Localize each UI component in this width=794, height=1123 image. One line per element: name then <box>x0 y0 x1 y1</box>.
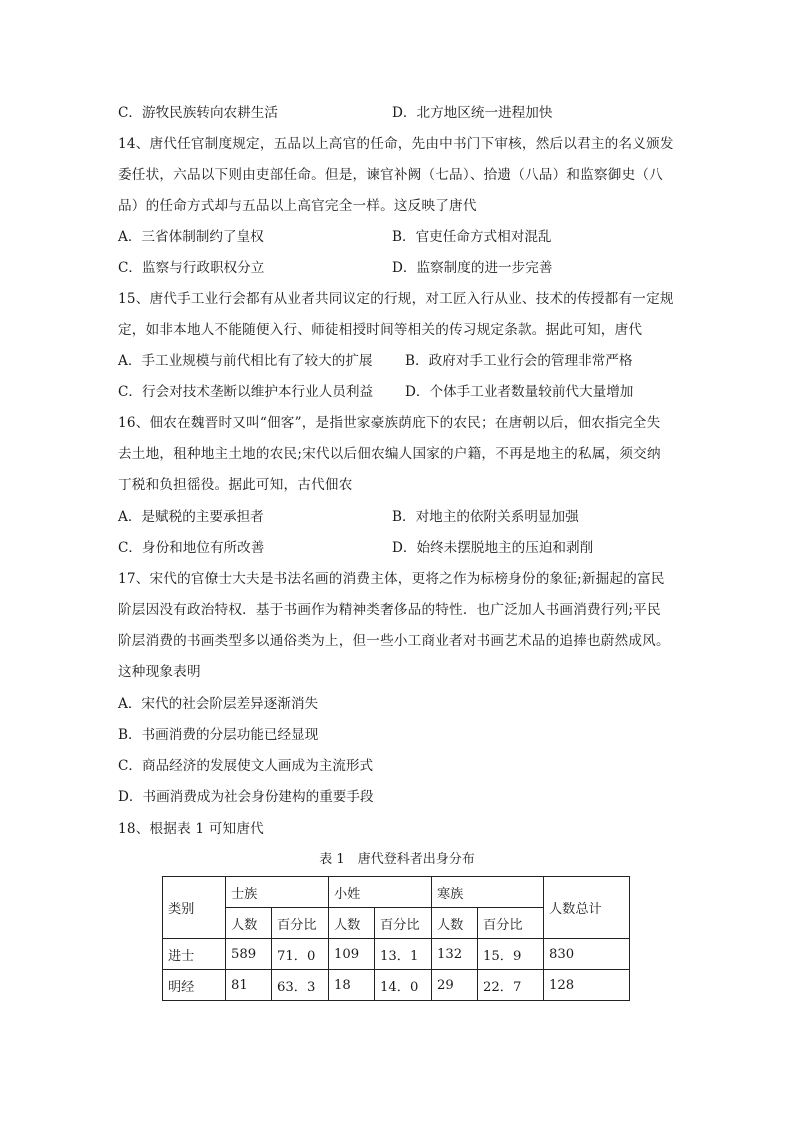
q13-option-c: C．游牧民族转向农耕生活 <box>118 105 278 121</box>
q17-option-c: C．商品经济的发展使文人画成为主流形式 <box>118 758 374 774</box>
table-cell: 18 <box>329 970 375 1001</box>
q16-stem-line-2: 去土地，租种地主土地的农民;宋代以后佃农编人国家的户籍，不再是地主的私属，须交纳 <box>118 446 661 462</box>
q15-stem-line-1: 15、唐代手工业行会都有从业者共同议定的行规，对工匠入行从业、技术的传授都有一定规 <box>118 291 674 307</box>
subheader-count: 人数 <box>329 908 375 939</box>
table-cell: 13．1 <box>375 939 432 970</box>
table-cell: 22．7 <box>478 970 544 1001</box>
table-cell: 15．9 <box>478 939 544 970</box>
q14-option-a: A．三省体制制约了皇权 <box>118 229 264 245</box>
subheader-percent: 百分比 <box>478 908 544 939</box>
q13-option-d: D．北方地区统一进程加快 <box>392 105 553 121</box>
q17-stem-line-4: 这种现象表明 <box>118 664 201 680</box>
q16-option-a: A．是赋税的主要承担者 <box>118 509 264 525</box>
table-header-row <box>163 877 630 908</box>
q15-option-c: C．行会对技术垄断以维护本行业人员利益 <box>118 384 374 400</box>
subheader-count: 人数 <box>226 908 272 939</box>
q17-stem-line-3: 阶层消费的书画类型多以通俗类为上，但一些小工商业者对书画艺术品的追捧也蔚然成风。 <box>118 633 670 649</box>
distribution-table <box>162 876 630 1001</box>
table-row <box>163 970 630 1001</box>
table-cell: 132 <box>432 939 478 970</box>
table-cell: 14．0 <box>375 970 432 1001</box>
table-cell: 81 <box>226 970 272 1001</box>
q16-stem-line-1: 16、佃农在魏晋时又叫“佃客”，是指世家豪族荫庇下的农民；在唐朝以后，佃农指完全失 <box>118 415 661 431</box>
q14-option-b: B．官吏任命方式相对混乱 <box>392 229 552 245</box>
q14-stem-line-1: 14、唐代任官制度规定，五品以上高官的任命，先由中书门下审核，然后以君主的名义颁发 <box>118 136 674 152</box>
q15-option-a: A．手工业规模与前代相比有了较大的扩展 <box>118 353 373 369</box>
q17-option-d: D．书画消费成为社会身份建构的重要手段 <box>118 789 374 805</box>
header-total: 人数总计 <box>544 877 630 939</box>
q15-option-b: B．政府对手工业行会的管理非常严格 <box>405 353 633 369</box>
table-cell: 71．0 <box>272 939 329 970</box>
subheader-percent: 百分比 <box>375 908 432 939</box>
q17-option-b: B．书画消费的分层功能已经显现 <box>118 727 319 743</box>
q17-stem-line-2: 阶层因没有政治特权．基于书画作为精神类奢侈品的特性．也广泛加人书画消费行列;平民 <box>118 602 661 618</box>
subheader-count: 人数 <box>432 908 478 939</box>
header-group-hanzu: 寒族 <box>432 877 544 908</box>
subheader-percent: 百分比 <box>272 908 329 939</box>
table-caption: 表 1 唐代登科者出身分布 <box>319 852 475 867</box>
header-group-xiaoxing: 小姓 <box>329 877 432 908</box>
q15-option-d: D．个体手工业者数量较前代大量增加 <box>405 384 634 400</box>
q15-stem-line-2: 定，如非本地人不能随便入行、师徒相授时间等相关的传习规定条款。据此可知，唐代 <box>118 322 643 338</box>
q16-option-d: D．始终未摆脱地主的压迫和剥削 <box>392 540 594 556</box>
q16-option-b: B．对地主的依附关系明显加强 <box>392 509 579 525</box>
q14-option-c: C．监察与行政职权分立 <box>118 260 265 276</box>
q17-stem-line-1: 17、宋代的官僚士大夫是书法名画的消费主体，更将之作为标榜身份的象征;新掘起的富民 <box>118 571 665 587</box>
q14-stem-line-2: 委任状，六品以下则由吏部任命。但是，谏官补阙（七品）、拾遗（八品）和监察御史（八 <box>118 167 663 183</box>
table-row <box>163 939 630 970</box>
row-label: 进士 <box>163 939 226 970</box>
q16-option-c: C．身份和地位有所改善 <box>118 540 265 556</box>
q14-stem-line-3: 品）的任命方式却与五品以上高官完全一样。这反映了唐代 <box>118 198 477 214</box>
table-cell: 109 <box>329 939 375 970</box>
row-label: 明经 <box>163 970 226 1001</box>
table-cell: 29 <box>432 970 478 1001</box>
q18-stem: 18、根据表 1 可知唐代 <box>118 821 264 837</box>
table-cell: 63．3 <box>272 970 329 1001</box>
row-total: 830 <box>544 939 630 970</box>
header-category: 类别 <box>163 877 226 939</box>
q17-option-a: A．宋代的社会阶层差异逐渐消失 <box>118 696 319 712</box>
row-total: 128 <box>544 970 630 1001</box>
q14-option-d: D．监察制度的进一步完善 <box>392 260 553 276</box>
table-cell: 589 <box>226 939 272 970</box>
header-group-shizu: 士族 <box>226 877 329 908</box>
q16-stem-line-3: 丁税和负担徭役。据此可知，古代佃农 <box>118 477 353 493</box>
